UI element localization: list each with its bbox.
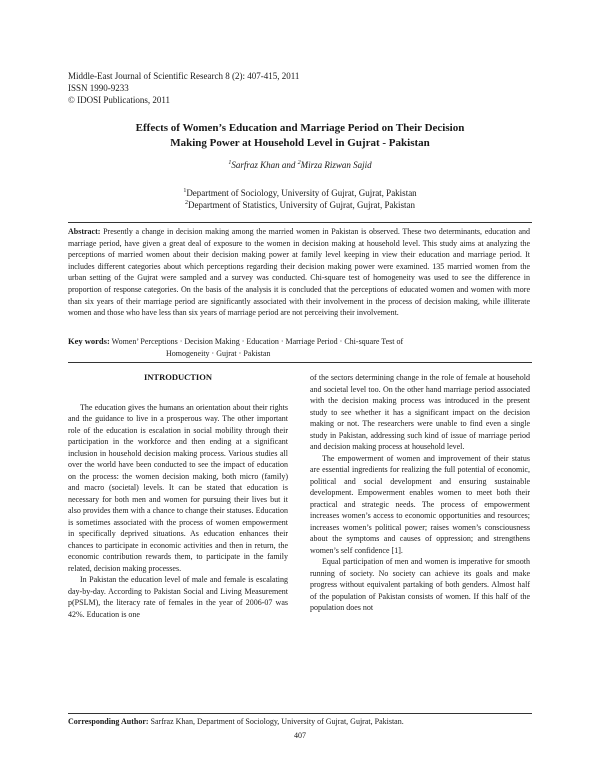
keywords-label: Key words: [68, 336, 110, 346]
corresponding-author-text: Sarfraz Khan, Department of Sociology, University of Gujrat, Gujrat, Pakistan. [148, 717, 404, 726]
page-number: 407 [294, 731, 306, 740]
right-column [310, 372, 530, 614]
author-1-superscript: 1 [228, 160, 232, 166]
keywords-row-1 [68, 335, 530, 348]
keywords-bottom-rule [68, 362, 532, 363]
abstract-label: Abstract: [68, 227, 101, 236]
keywords-line-2: Homogeneity · Gujrat · Pakistan [166, 349, 271, 358]
keywords [68, 335, 530, 360]
corresponding-author-label: Corresponding Author: [68, 717, 149, 726]
affiliation-1 [68, 187, 532, 199]
authors [68, 160, 532, 170]
footer-rule [68, 713, 532, 714]
author-1: Sarfraz Khan and [231, 160, 298, 170]
right-paragraph-2: The empowerment of women and improvement of their status are essential ingredients for realizing the full potential of economic, political and social development and ensuring sustainable development. Empowerment enables women to meet both their practical and strategic needs. The process of empowerment increases women’s access to economic opportunities and resources; increases women’s political power; raises women’s consciousness about the symptoms and causes of oppression; and strengthens women’s self confidence [1]. [310, 453, 530, 555]
affiliation-2-text: Department of Statistics, University of Gujrat, Gujrat, Pakistan [188, 200, 415, 210]
right-paragraph-3: Equal participation of men and women is imperative for smooth running of society. No society can achieve its goals and make progress without equivalent partaking of both genders. Almost half of the population of Pakistan consists of women. If this half of the population does not [310, 557, 530, 612]
right-paragraph-1: of the sectors determining change in the role of female at household and societal level too. On the other hand marriage period associated with the decision making process was introduced in the present study to see whether it has a significant impact on the decision making or not. The researchers were unable to find even a single study in Pakistan, addressing such kind of issue of marriage period and decision making process at household level. [310, 373, 530, 451]
affiliation-1-superscript: 1 [183, 188, 187, 194]
paper-title [90, 121, 510, 151]
journal-header [68, 70, 299, 106]
author-2-superscript: 2 [297, 160, 301, 166]
affiliations [68, 187, 532, 211]
intro-paragraph-1: The education gives the humans an orientation about their rights and the guidance to live in a prosperous way. The other important role of the education is escalation in social mobility through their participation in the workforce and then ending at a significant inclusion in household decision making process. Various studies all over the world have been conducted to see the impact of education on the process: the women decision making, both micro (family) and macro (societal) levels. It can be stated that education is necessary for both men and women for pursuing their lives but it also provides them with a chance to change their statuses. Education is sometimes associated with the process of women empowerment in specifically deprived situations. As education enhances their chances to participate in economic activities and then in return, the economic contribution rewards them, to participate in the family related, decision making processes. [68, 402, 288, 573]
abstract-top-rule [68, 222, 532, 223]
affiliation-1-text: Department of Sociology, University of Gujrat, Gujrat, Pakistan [186, 188, 417, 198]
section-heading-introduction: INTRODUCTION [143, 372, 212, 382]
abstract-text: Presently a change in decision making among the married women in Pakistan is observed. These two determinants, education and marriage period, have given a great deal of exposure to the women in decision making at household level. This study aims at analyzing the perceptions of married women about their decision making power at family level keeping in view their education and marriage period. It includes different categories about which perceptions regarding their decision making power were examined. 135 married women from the urban setting of the Gujrat were sampled and a survey was conducted. Chi-square test of homogeneity was used to see the difference in proportion of response categories. On the basis of the analysis it is concluded that the perceptions of educated women and women with more than six years of their marriage period are significantly associated with their involvement in the process of decision making, while illiterate women and those who have less than six years of marriage period are not perceiving their involvement. [68, 227, 530, 318]
corresponding-author [68, 717, 532, 726]
author-2: Mirza Rizwan Sajid [300, 160, 372, 170]
title-line-2: Making Power at Household Level in Gujrat - Pakistan [170, 137, 430, 149]
affiliation-2 [68, 199, 532, 211]
left-column [68, 372, 288, 620]
abstract [68, 226, 530, 319]
title-line-1: Effects of Women’s Education and Marriage Period on Their Decision [135, 122, 465, 134]
affiliation-2-superscript: 2 [185, 200, 189, 206]
journal-citation: Middle-East Journal of Scientific Research 8 (2): 407-415, 2011 [68, 71, 300, 81]
intro-paragraph-2: In Pakistan the education level of male and female is escalating day-by-day. According to Pakistan Social and Living Measurement p(PSLM), the literacy rate of females in the year of 2006-07 was 42%. Education is one [68, 575, 288, 619]
journal-copyright: © IDOSI Publications, 2011 [68, 95, 171, 105]
keywords-line-1: Women’ Perceptions · Decision Making · Education · Marriage Period · Chi-square Test of [109, 337, 404, 346]
journal-issn: ISSN 1990-9233 [68, 83, 129, 93]
